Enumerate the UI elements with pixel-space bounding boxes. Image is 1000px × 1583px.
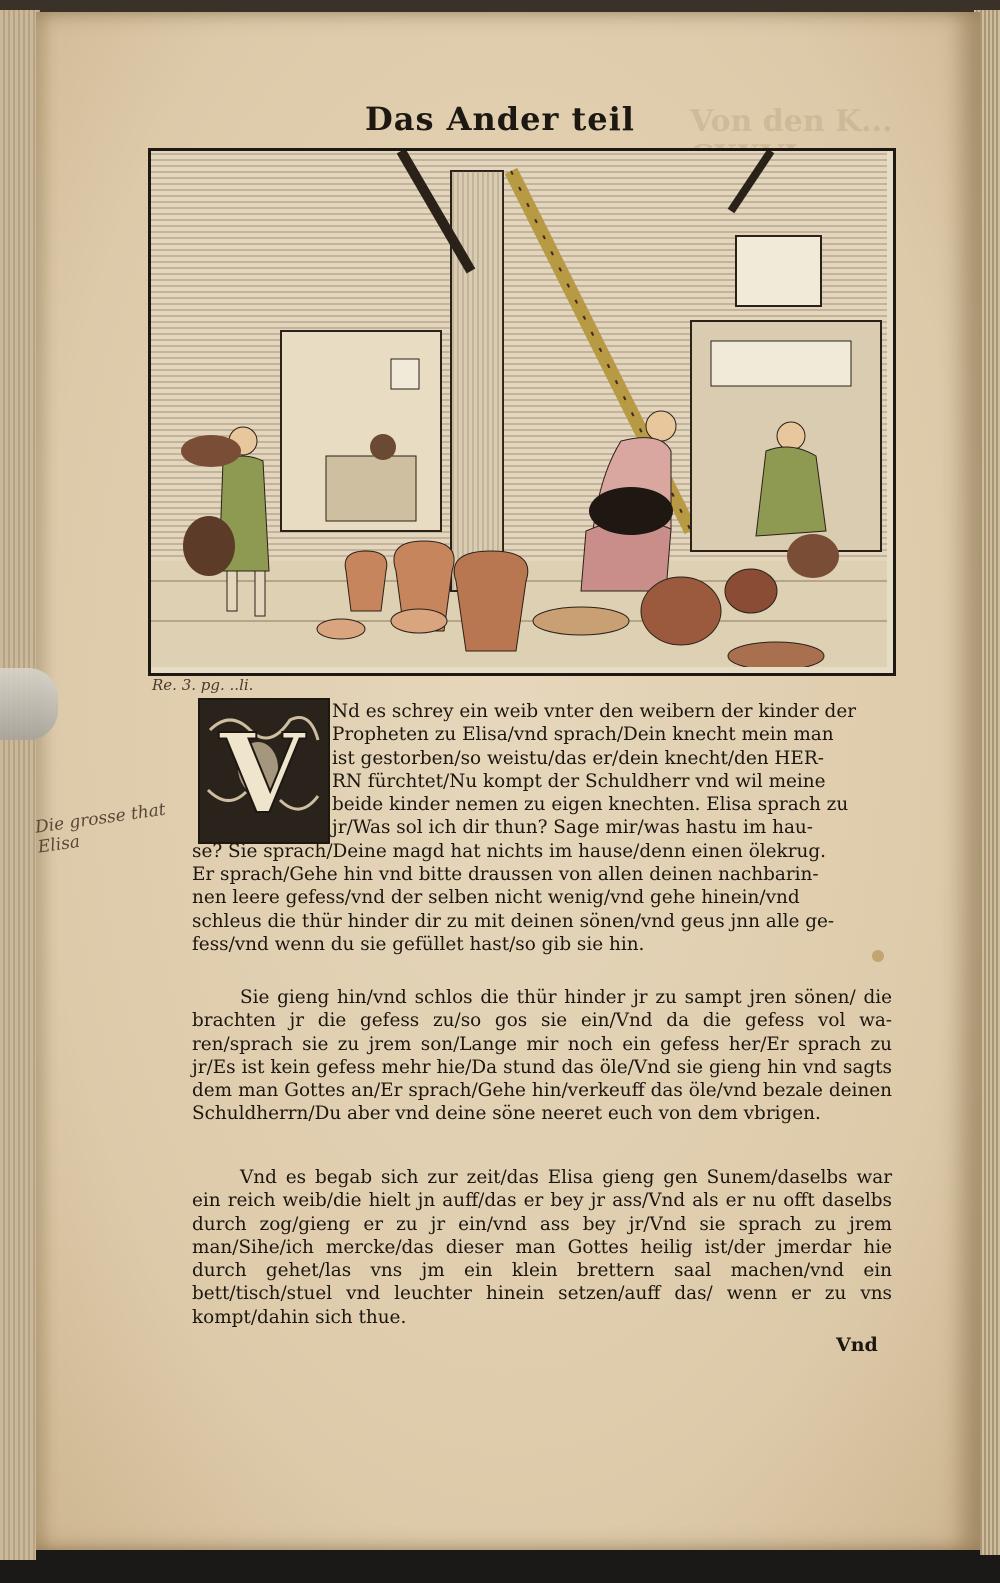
page-clip — [0, 668, 58, 740]
paragraph-2 — [192, 986, 892, 1126]
page-stack-left — [0, 10, 40, 1560]
bleed-through-title: Von den K... — [690, 104, 893, 139]
text-line: jr/Was sol ich dir thun? Sage mir/was hastu im hau- — [332, 817, 813, 839]
woodcut-illustration — [148, 148, 896, 676]
margin-reference: Re. 3. pg. ..li. — [152, 676, 254, 694]
paragraph-text: Vnd es begab sich zur zeit/das Elisa gieng gen Sunem/daselbs war ein reich weib/die hielt jn auff/das er bey jr ass/Vnd als er nu offt daselbs durch zog/gieng er zu jr ein/vnd ass bey jr/Vnd sie sprach zu jrem man/Sihe/ich mercke/das dieser man Gottes heilig ist/der jmerdar hie durch gehet/las vns jm ein klein brettern saal machen/vnd ein bett/tisch/stuel vnd leuchter hinein setzen/auff das/ wenn er zu vns kompt/dahin sich thue. — [192, 1167, 892, 1328]
woodcut-scene — [151, 151, 887, 667]
text-line: Propheten zu Elisa/vnd sprach/Dein knecht mein man — [332, 724, 834, 746]
text-line: se? Sie sprach/Deine magd hat nichts im hause/denn einen ölekrug. — [192, 840, 826, 862]
paper-stain — [872, 950, 884, 962]
catchword: Vnd — [836, 1334, 878, 1356]
text-line: ist gestorben/so weistu/das er/dein knecht/den HER- — [332, 747, 824, 769]
text-line: nen leere gefess/vnd der selben nicht wenig/vnd gehe hinein/vnd — [192, 887, 800, 909]
text-line: schleus die thür hinder dir zu mit deinen sönen/vnd geus jnn alle ge- — [192, 910, 835, 932]
text-line: beide kinder nemen zu eigen knechten. Elisa sprach zu — [332, 794, 849, 816]
paragraph-1 — [192, 700, 892, 956]
text-line: Er sprach/Gehe hin vnd bitte draussen von allen deinen nachbarin- — [192, 864, 819, 886]
handwritten-annotation: Die grosse that Elisa — [33, 799, 167, 858]
text-line: Nd es schrey ein weib vnter den weibern der kinder der — [332, 701, 856, 722]
text-line: RN fürchtet/Nu kompt der Schuldherr vnd wil meine — [332, 770, 826, 792]
page-title: Das Ander teil — [365, 100, 635, 138]
paragraph-3 — [192, 1166, 892, 1329]
background-bottom — [36, 1550, 980, 1583]
text-line: fess/vnd wenn du sie gefüllet hast/so gib sie hin. — [192, 933, 645, 955]
drop-cap-letter: V — [219, 709, 305, 838]
paragraph-text: Sie gieng hin/vnd schlos die thür hinder jr zu sampt jren sönen/ die brachten jr die gefess zu/so gos sie ein/Vnd da die gefess vol wa- ren/sprach sie zu jrem son/Lange mir noch ein gefess her/Er sprach zu jr/Es ist kein gefess mehr hie/Da stund das öle/Vnd sie gieng hin vnd sagts dem man Gottes an/Er sprach/Gehe hin/verkeuff das öle/vnd bezale deinen Schuldherrn/Du aber vnd deine söne neeret euch von dem vbrigen. — [192, 987, 892, 1125]
